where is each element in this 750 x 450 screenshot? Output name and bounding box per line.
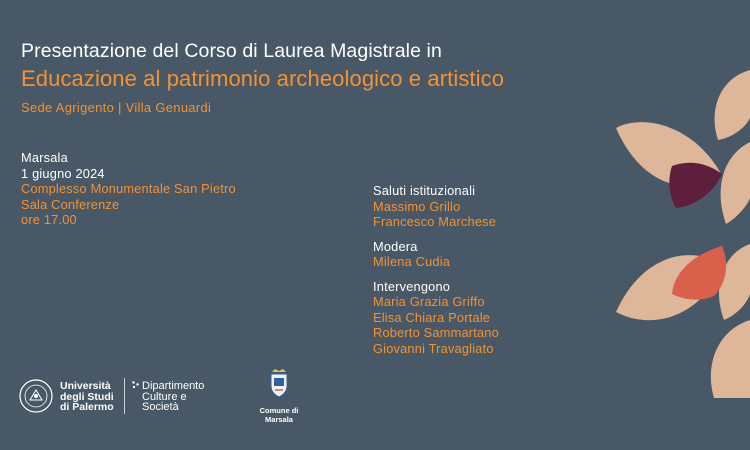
greetings-heading: Saluti istituzionali bbox=[373, 183, 476, 198]
comune-line: Comune di bbox=[259, 406, 299, 415]
program-info bbox=[373, 183, 499, 356]
sede-label: Sede Agrigento | Villa Genuardi bbox=[21, 100, 212, 115]
dipartimento-line: Culture e bbox=[142, 390, 187, 403]
decorative-flower bbox=[610, 58, 750, 398]
unipa-seal-icon bbox=[18, 378, 54, 414]
unipa-line: Università bbox=[60, 380, 111, 392]
speaker-name: Roberto Sammartano bbox=[373, 325, 499, 340]
comune-crest-icon bbox=[269, 368, 289, 398]
dipartimento-line: Società bbox=[142, 401, 179, 413]
dipartimento-line: Dipartimento bbox=[142, 380, 205, 392]
event-city: Marsala bbox=[21, 150, 68, 165]
event-venue: Complesso Monumentale San Pietro bbox=[21, 181, 236, 196]
petal-top bbox=[715, 70, 750, 140]
unipa-line: degli Studi bbox=[60, 390, 114, 403]
event-time: ore 17.00 bbox=[21, 212, 77, 227]
speakers-heading: Intervengono bbox=[373, 278, 451, 294]
greetings-name: Massimo Grillo bbox=[373, 198, 461, 214]
event-room: Sala Conferenze bbox=[21, 196, 120, 212]
speaker-name: Maria Grazia Griffo bbox=[373, 294, 485, 309]
petal-upper-right bbox=[721, 142, 750, 224]
speaker-name: Giovanni Travagliato bbox=[373, 340, 494, 356]
moderator-heading: Modera bbox=[373, 238, 418, 254]
event-info bbox=[21, 150, 236, 228]
comune-name bbox=[258, 407, 300, 424]
title-line-1: Presentazione del Corso di Laurea Magistrale in bbox=[21, 40, 442, 62]
dipartimento-name bbox=[142, 381, 204, 413]
speaker-name: Elisa Chiara Portale bbox=[373, 309, 491, 325]
logo-divider bbox=[124, 378, 125, 414]
moderator-name: Milena Cudia bbox=[373, 254, 451, 269]
title-line-2: Educazione al patrimonio archeologico e artistico bbox=[21, 66, 505, 91]
petal-bottom bbox=[711, 320, 750, 398]
event-date: 1 giugno 2024 bbox=[21, 165, 105, 181]
petal-plum bbox=[669, 163, 722, 208]
greetings-name: Francesco Marchese bbox=[373, 214, 497, 229]
logos-bar bbox=[18, 368, 318, 428]
unipa-name bbox=[60, 381, 114, 413]
comune-line: Marsala bbox=[265, 414, 293, 424]
unipa-line: di Palermo bbox=[60, 401, 114, 413]
dipartimento-dots-icon bbox=[132, 381, 140, 389]
